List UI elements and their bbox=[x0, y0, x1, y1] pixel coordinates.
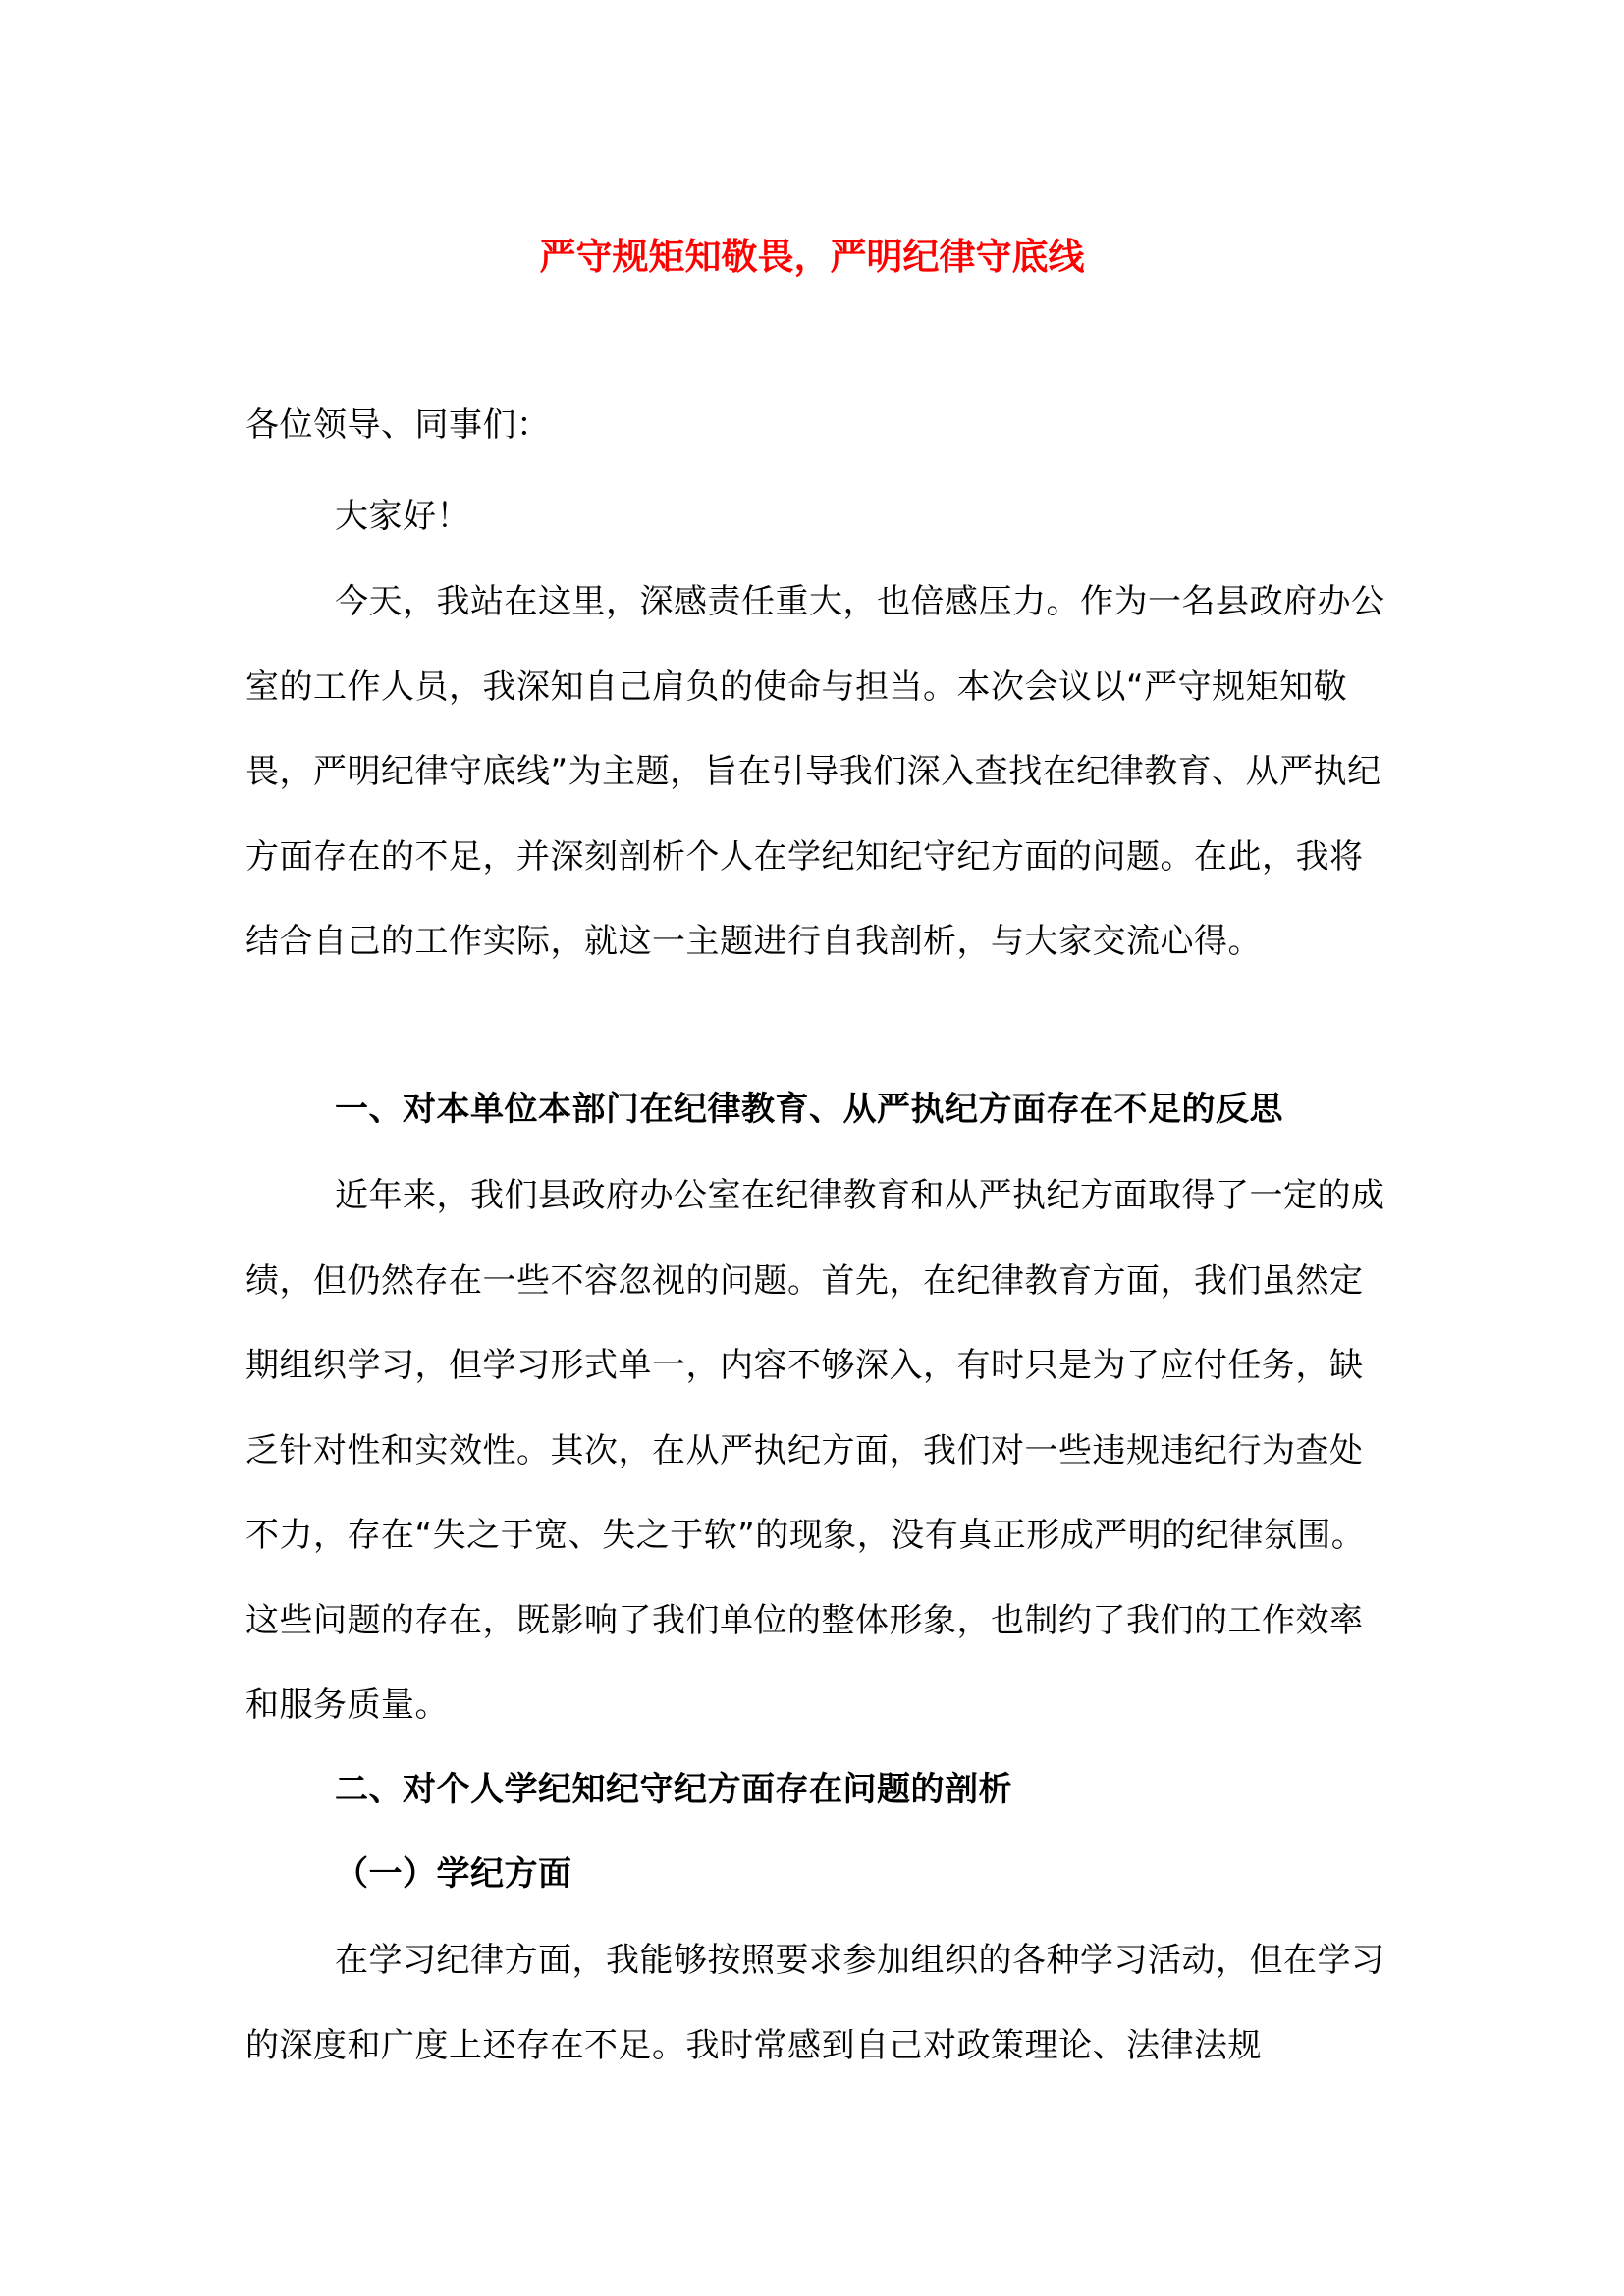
section2-heading: 二、对个人学纪知纪守纪方面存在问题的剖析 bbox=[335, 1770, 1012, 1809]
greeting: 大家好！ bbox=[335, 497, 470, 536]
section1-heading: 一、对本单位本部门在纪律教育、从严执纪方面存在不足的反思 bbox=[335, 1090, 1283, 1129]
section1-paragraph: 近年来，我们县政府办公室在纪律教育和从严执纪方面取得了一定的成绩，但仍然存在一些不容忽视的问题。首先，在纪律教育方面，我们虽然定期组织学习，但学习形式单一，内容不够深入，有时只是为了应付任务，缺乏针对性和实效性。其次，在从严执纪方面，我们对一些违规违纪行为查处不力，存在“失之于宽、失之于软”的现象，没有真正形成严明的纪律氛围。这些问题的存在，既影响了我们单位的整体形象，也制约了我们的工作效率和服务质量。 bbox=[245, 1176, 1385, 1725]
document-title: 严守规矩知敬畏，严明纪律守底线 bbox=[539, 236, 1085, 278]
subsection1-paragraph: 在学习纪律方面，我能够按照要求参加组织的各种学习活动，但在学习的深度和广度上还存在不足。我时常感到自己对政策理论、法律法规 bbox=[245, 1941, 1385, 2065]
salutation: 各位领导、同事们： bbox=[245, 405, 551, 445]
intro-paragraph: 今天，我站在这里，深感责任重大，也倍感压力。作为一名县政府办公室的工作人员，我深知自己肩负的使命与担当。本次会议以“严守规矩知敬畏，严明纪律守底线”为主题，旨在引导我们深入查找在纪律教育、从严执纪方面存在的不足，并深刻剖析个人在学纪知纪守纪方面的问题。在此，我将结合自己的工作实际，就这一主题进行自我剖析，与大家交流心得。 bbox=[245, 582, 1385, 961]
subsection1-heading: （一）学纪方面 bbox=[335, 1854, 572, 1894]
